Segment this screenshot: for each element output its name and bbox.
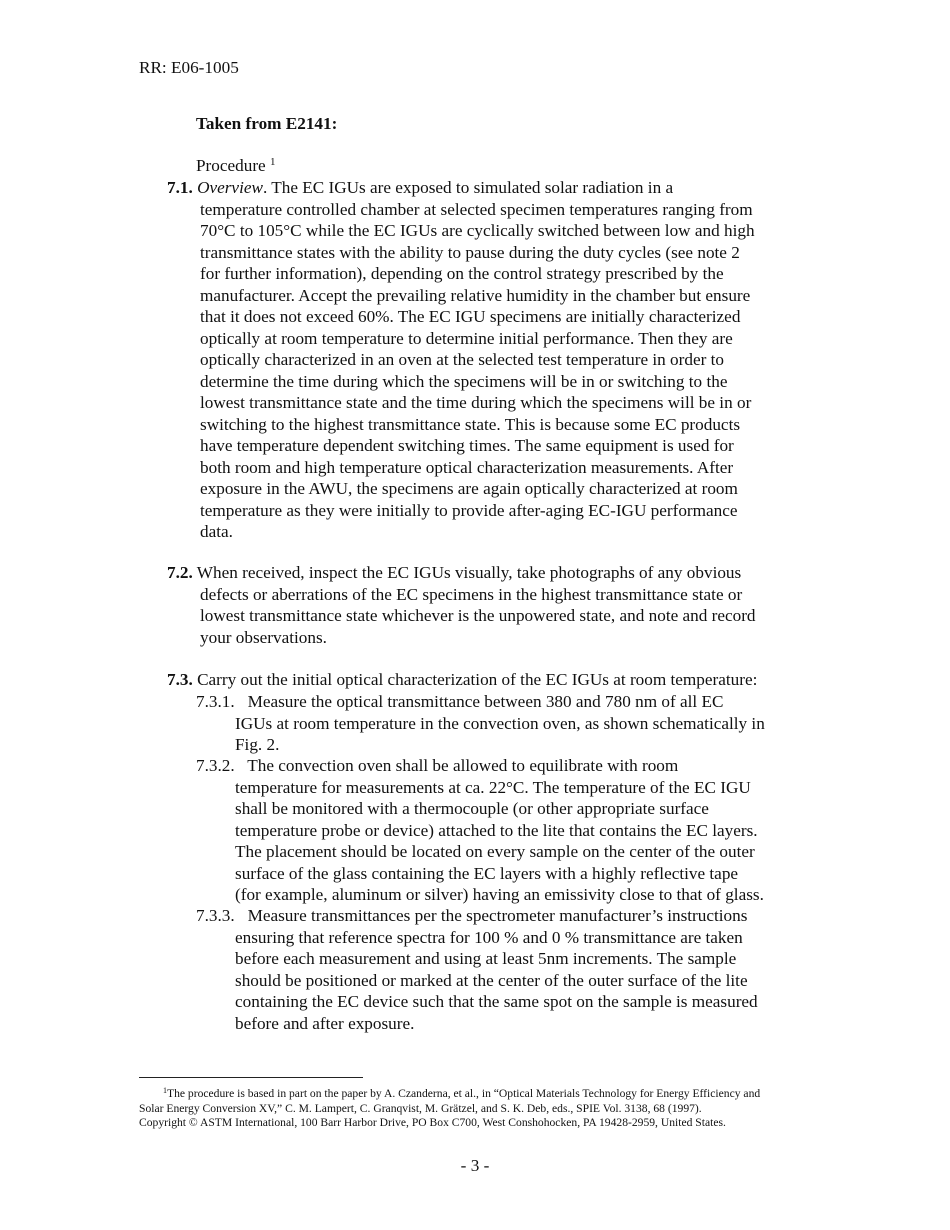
procedure-heading	[196, 155, 275, 177]
paragraph-line: . The EC IGUs are exposed to simulated solar radiation in a	[262, 178, 674, 197]
paragraph-line: before each measurement and using at least 5nm increments. The sample	[235, 949, 737, 968]
subparagraph-7-3-3	[196, 905, 846, 1034]
paragraph-line: IGUs at room temperature in the convection oven, as shown schematically in	[235, 713, 765, 733]
footnote-marker: 1	[163, 1086, 167, 1095]
paragraph-number: 7.3.	[167, 670, 193, 689]
paragraph-line: surface of the glass containing the EC layers with a highly reflective tape	[235, 863, 739, 883]
paragraph-line: ensuring that reference spectra for 100 % and 0 % transmittance are taken	[235, 927, 743, 947]
footnote-divider	[139, 1077, 363, 1078]
paragraph-line: transmittance states with the ability to pause during the duty cycles (see note 2	[200, 242, 740, 262]
paragraph-number: 7.1.	[167, 178, 193, 197]
paragraph-line: When received, inspect the EC IGUs visually, take photographs of any obvious	[192, 563, 742, 582]
paragraph-line: exposure in the AWU, the specimens are again optically characterized at room	[200, 479, 738, 498]
paragraph-line: lowest transmittance state and the time during which the specimens will be in or	[200, 393, 752, 412]
paragraph-line: shall be monitored with a thermocouple (or other appropriate surface	[235, 799, 709, 818]
paragraph-line: Measure the optical transmittance between 380 and 780 nm of all EC	[234, 692, 724, 711]
paragraph-line: temperature controlled chamber at selected specimen temperatures ranging from	[200, 199, 753, 219]
paragraph-line: optically characterized in an oven at the selected test temperature in order to	[200, 350, 724, 369]
footnote-line: Solar Energy Conversion XV,” C. M. Lampert, C. Granqvist, M. Grätzel, and S. K. Deb, eds., SPIE Vol. 3138, 68 (1997).	[139, 1101, 702, 1115]
paragraph-line: for further information), depending on the control strategy prescribed by the	[200, 264, 724, 283]
paragraph-line: optically at room temperature to determine initial performance. Then they are	[200, 328, 733, 348]
paragraph-line: determine the time during which the specimens will be in or switching to the	[200, 371, 728, 391]
report-number-header: RR: E06-1005	[139, 58, 239, 77]
paragraph-7-1	[167, 177, 817, 543]
paragraph-line: The placement should be located on every sample on the center of the outer	[235, 842, 755, 861]
page-number: - 3 -	[460, 1156, 490, 1175]
paragraph-line: (for example, aluminum or silver) having an emissivity close to that of glass.	[235, 885, 764, 904]
paragraph-7-3	[167, 669, 817, 691]
paragraph-line: Fig. 2.	[235, 735, 280, 754]
paragraph-line: lowest transmittance state whichever is the unpowered state, and note and record	[200, 606, 756, 625]
paragraph-line: data.	[200, 522, 233, 541]
paragraph-line: that it does not exceed 60%. The EC IGU specimens are initially characterized	[200, 307, 741, 326]
paragraph-line: Carry out the initial optical characterization of the EC IGUs at room temperature:	[192, 670, 758, 689]
paragraph-line: both room and high temperature optical characterization measurements. After	[200, 457, 734, 477]
paragraph-line: containing the EC device such that the same spot on the sample is measured	[235, 992, 758, 1011]
paragraph-line: temperature as they were initially to provide after-aging EC-IGU performance	[200, 500, 738, 520]
paragraph-line: switching to the highest transmittance state. This is because some EC products	[200, 414, 741, 434]
paragraph-line: Measure transmittances per the spectrometer manufacturer’s instructions	[234, 906, 748, 925]
subparagraph-7-3-1	[196, 691, 846, 756]
paragraph-line: temperature for measurements at ca. 22°C. The temperature of the EC IGU	[235, 777, 751, 797]
paragraph-line: defects or aberrations of the EC specimens in the highest transmittance state or	[200, 584, 743, 604]
paragraph-line: your observations.	[200, 627, 327, 647]
footnote-line: Copyright © ASTM International, 100 Barr Harbor Drive, PO Box C700, West Conshohocken, PA 19428-2959, United States.	[139, 1116, 726, 1129]
paragraph-line: temperature probe or device) attached to the lite that contains the EC layers.	[235, 820, 758, 840]
overview-lead: Overview	[197, 178, 263, 197]
paragraph-7-2	[167, 562, 817, 648]
paragraph-line: manufacturer. Accept the prevailing relative humidity in the chamber but ensure	[200, 285, 751, 305]
paragraph-number: 7.2.	[167, 563, 193, 582]
paragraph-line: 70°C to 105°C while the EC IGUs are cyclically switched between low and high	[200, 221, 755, 240]
subparagraph-number: 7.3.2.	[196, 756, 235, 775]
footnote	[139, 1087, 829, 1131]
section-title: Taken from E2141:	[196, 114, 338, 133]
subparagraph-number: 7.3.3.	[196, 906, 235, 925]
footnote-reference: 1	[269, 156, 276, 168]
paragraph-line: before and after exposure.	[235, 1013, 415, 1033]
paragraph-line: should be positioned or marked at the center of the outer surface of the lite	[235, 970, 748, 990]
paragraph-line: have temperature dependent switching times. The same equipment is used for	[200, 436, 734, 455]
procedure-label: Procedure	[196, 156, 266, 175]
footnote-line: The procedure is based in part on the paper by A. Czanderna, et al., in “Optical Materials Technology for Energy Efficiency and	[167, 1087, 761, 1100]
subparagraph-7-3-2	[196, 755, 846, 906]
subparagraph-number: 7.3.1.	[196, 692, 235, 711]
paragraph-line: The convection oven shall be allowed to equilibrate with room	[234, 756, 679, 775]
